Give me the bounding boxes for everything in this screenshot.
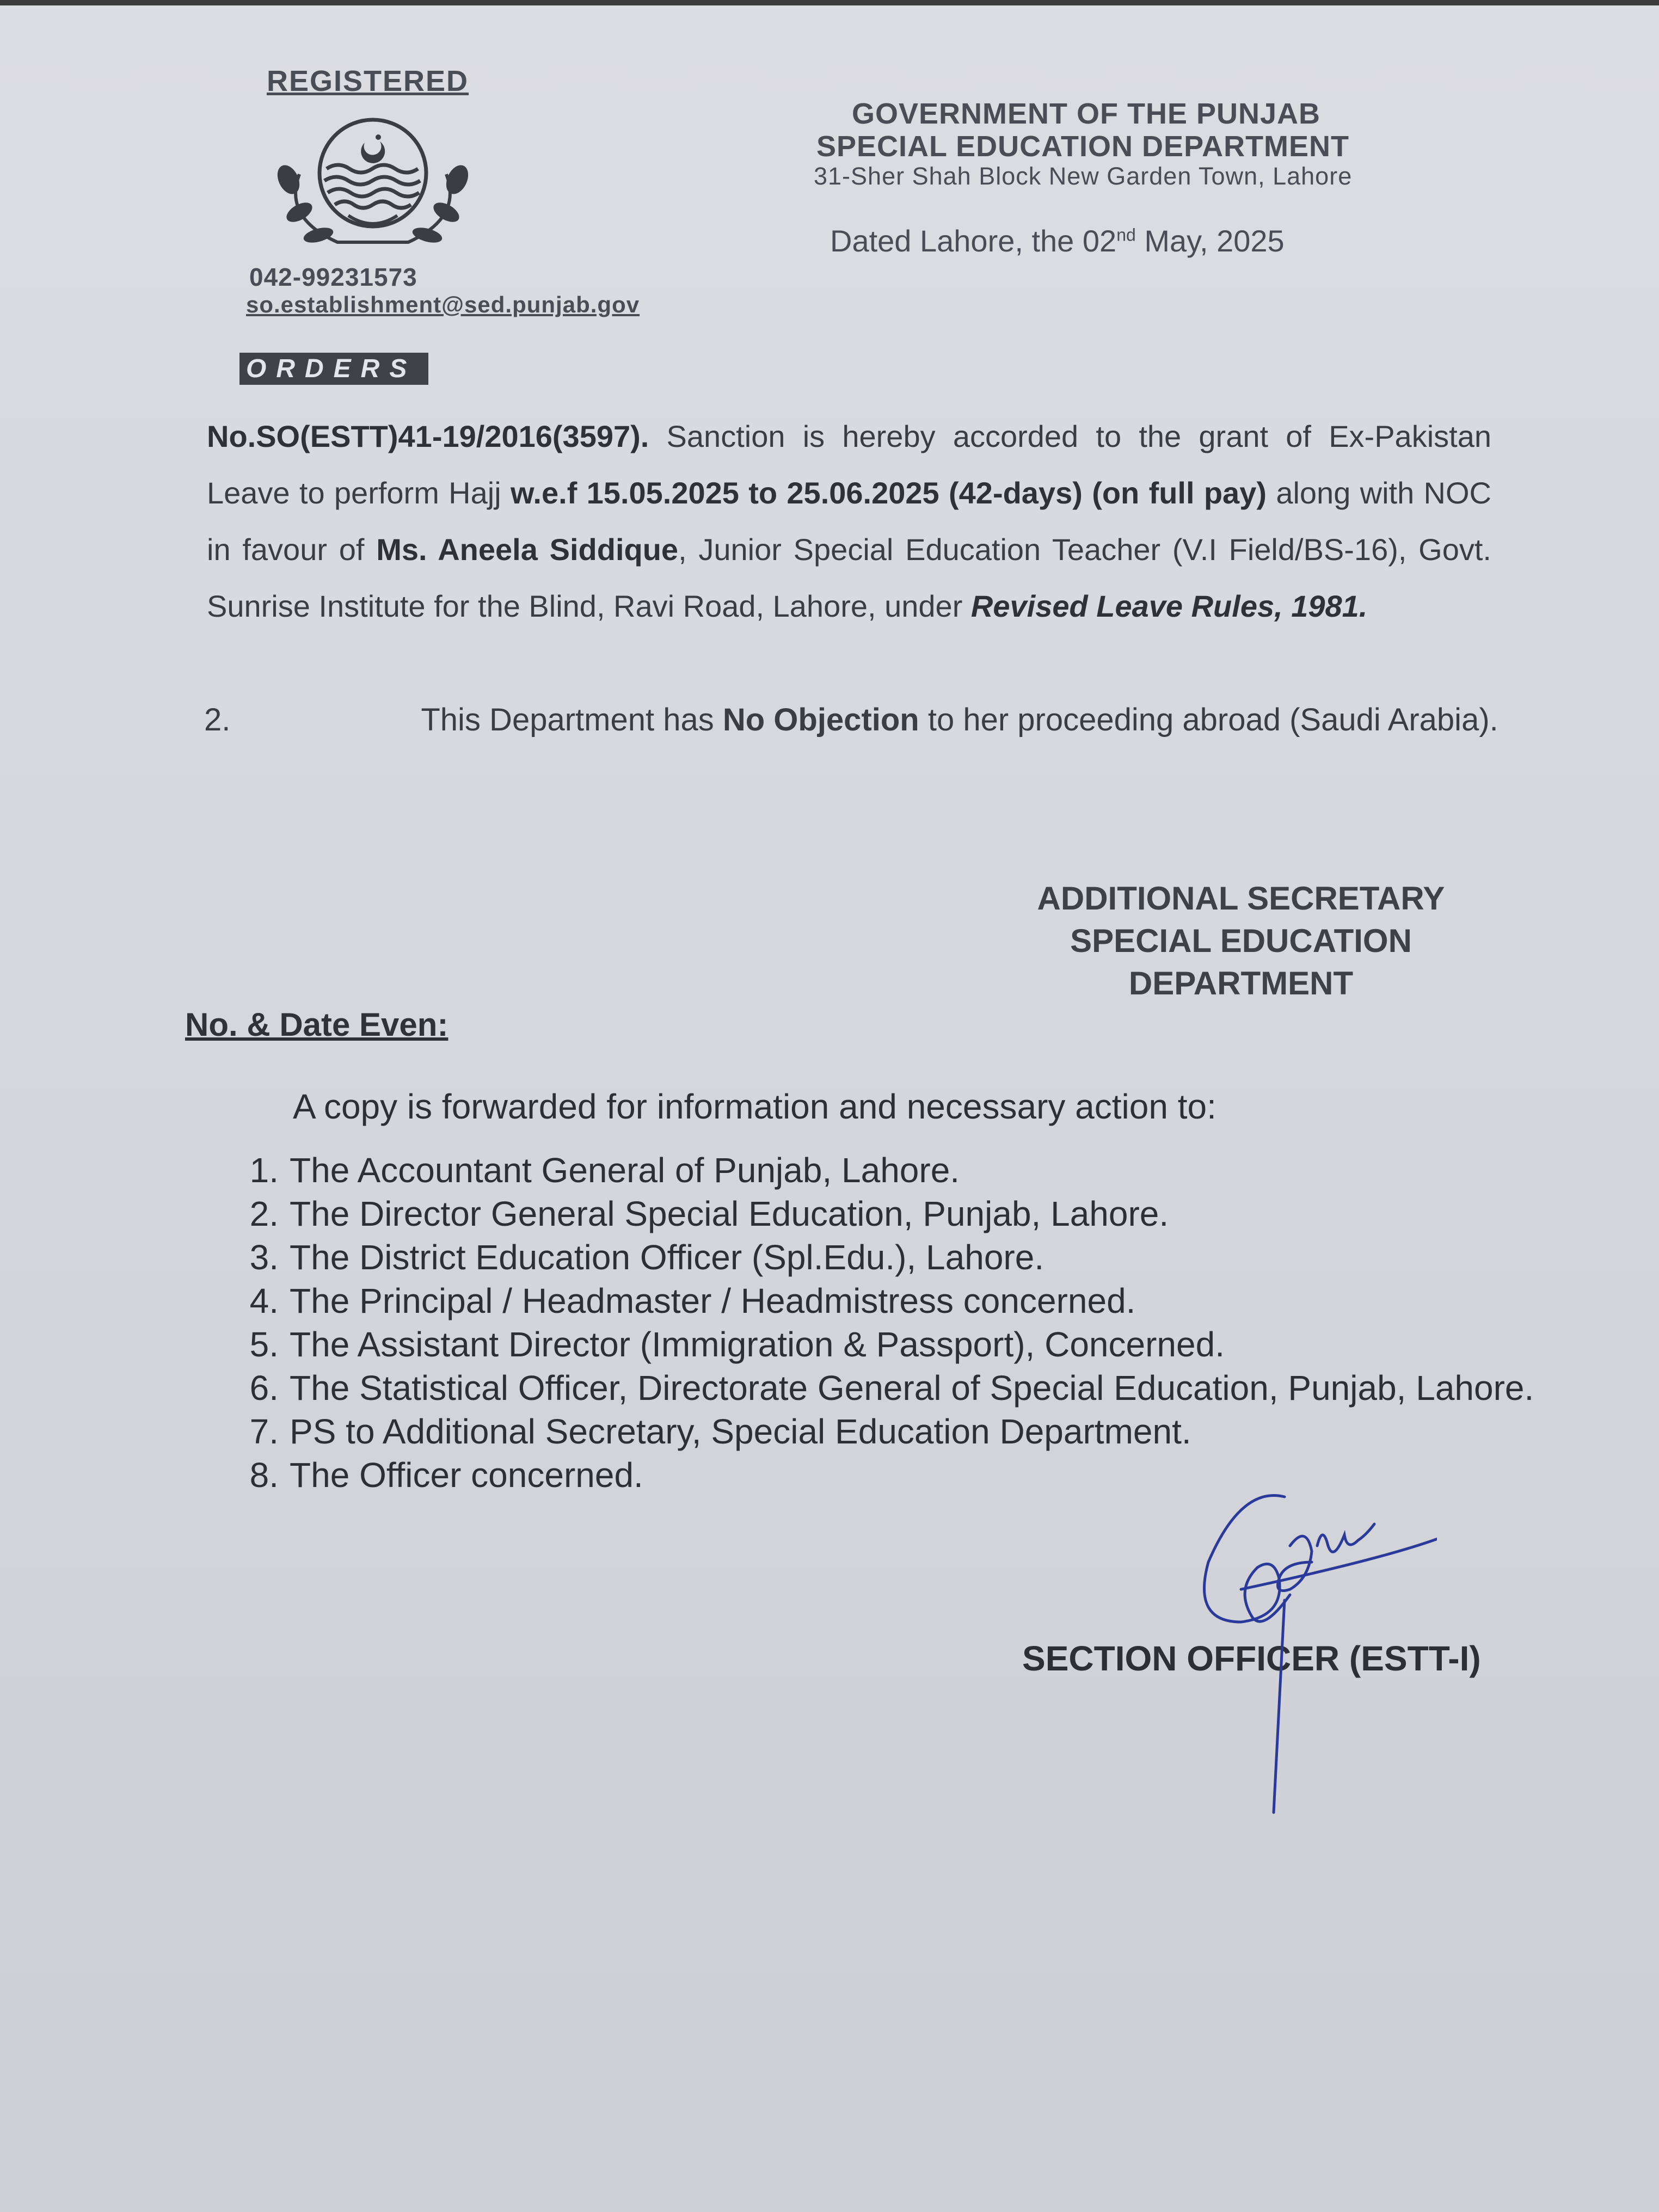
- list-item: 1. The Accountant General of Punjab, Lahore.: [249, 1151, 960, 1190]
- phone-number: 042-99231573: [249, 263, 417, 291]
- government-title: GOVERNMENT OF THE PUNJAB: [852, 97, 1321, 130]
- date-line: Dated Lahore, the 02nd May, 2025: [830, 224, 1285, 258]
- list-item: 3. The District Education Officer (Spl.Edu.), Lahore.: [249, 1238, 1044, 1277]
- list-item: 8. The Officer concerned.: [249, 1455, 643, 1495]
- order-paragraph-2: 2. This Department has No Objection to her proceeding abroad (Saudi Arabia).: [204, 702, 1498, 738]
- department-title: SPECIAL EDUCATION DEPARTMENT: [816, 130, 1350, 163]
- copy-list: [218, 1148, 1546, 1497]
- section-officer-signatory: SECTION OFFICER (ESTT-I): [1022, 1639, 1481, 1678]
- department-address: 31-Sher Shah Block New Garden Town, Lahore: [814, 162, 1353, 190]
- list-item: 5. The Assistant Director (Immigration & Passport), Concerned.: [249, 1325, 1225, 1364]
- additional-secretary-signatory: ADDITIONAL SECRETARY SPECIAL EDUCATION DEPARTMENT: [1037, 880, 1445, 1001]
- handwritten-signature-icon: [1143, 1480, 1437, 1818]
- no-date-even-label: No. & Date Even:: [185, 1006, 448, 1043]
- punjab-emblem-icon: [267, 109, 479, 256]
- email-address: so.establishment@sed.punjab.gov: [246, 292, 640, 317]
- list-item: 7. PS to Additional Secretary, Special Education Department.: [249, 1412, 1191, 1451]
- order-paragraph-1: No.SO(ESTT)41-19/2016(3597). Sanction is hereby accorded to the grant of Ex-Pakistan Leave to perform Hajj w.e.f 15.05.2025 to 25.06.2025 (42-days) (on full pay) along with NOC in favour of Ms. Aneela Siddique, Junior Special Education Teacher (V.I Field/BS-16), Govt. Sunrise Institute for the Blind, Ravi Road, Lahore, under Revised Leave Rules, 1981.: [207, 419, 1491, 623]
- orders-heading: ORDERS: [239, 353, 428, 385]
- page-top-edge: [0, 0, 1659, 5]
- registered-label: REGISTERED: [267, 65, 469, 97]
- list-item: 4. The Principal / Headmaster / Headmistress concerned.: [249, 1281, 1136, 1320]
- list-item: 2. The Director General Special Education, Punjab, Lahore.: [249, 1194, 1169, 1233]
- forward-text: A copy is forwarded for information and necessary action to:: [293, 1087, 1216, 1126]
- list-item: 6. The Statistical Officer, Directorate General of Special Education, Punjab, Lahore.: [249, 1368, 1534, 1408]
